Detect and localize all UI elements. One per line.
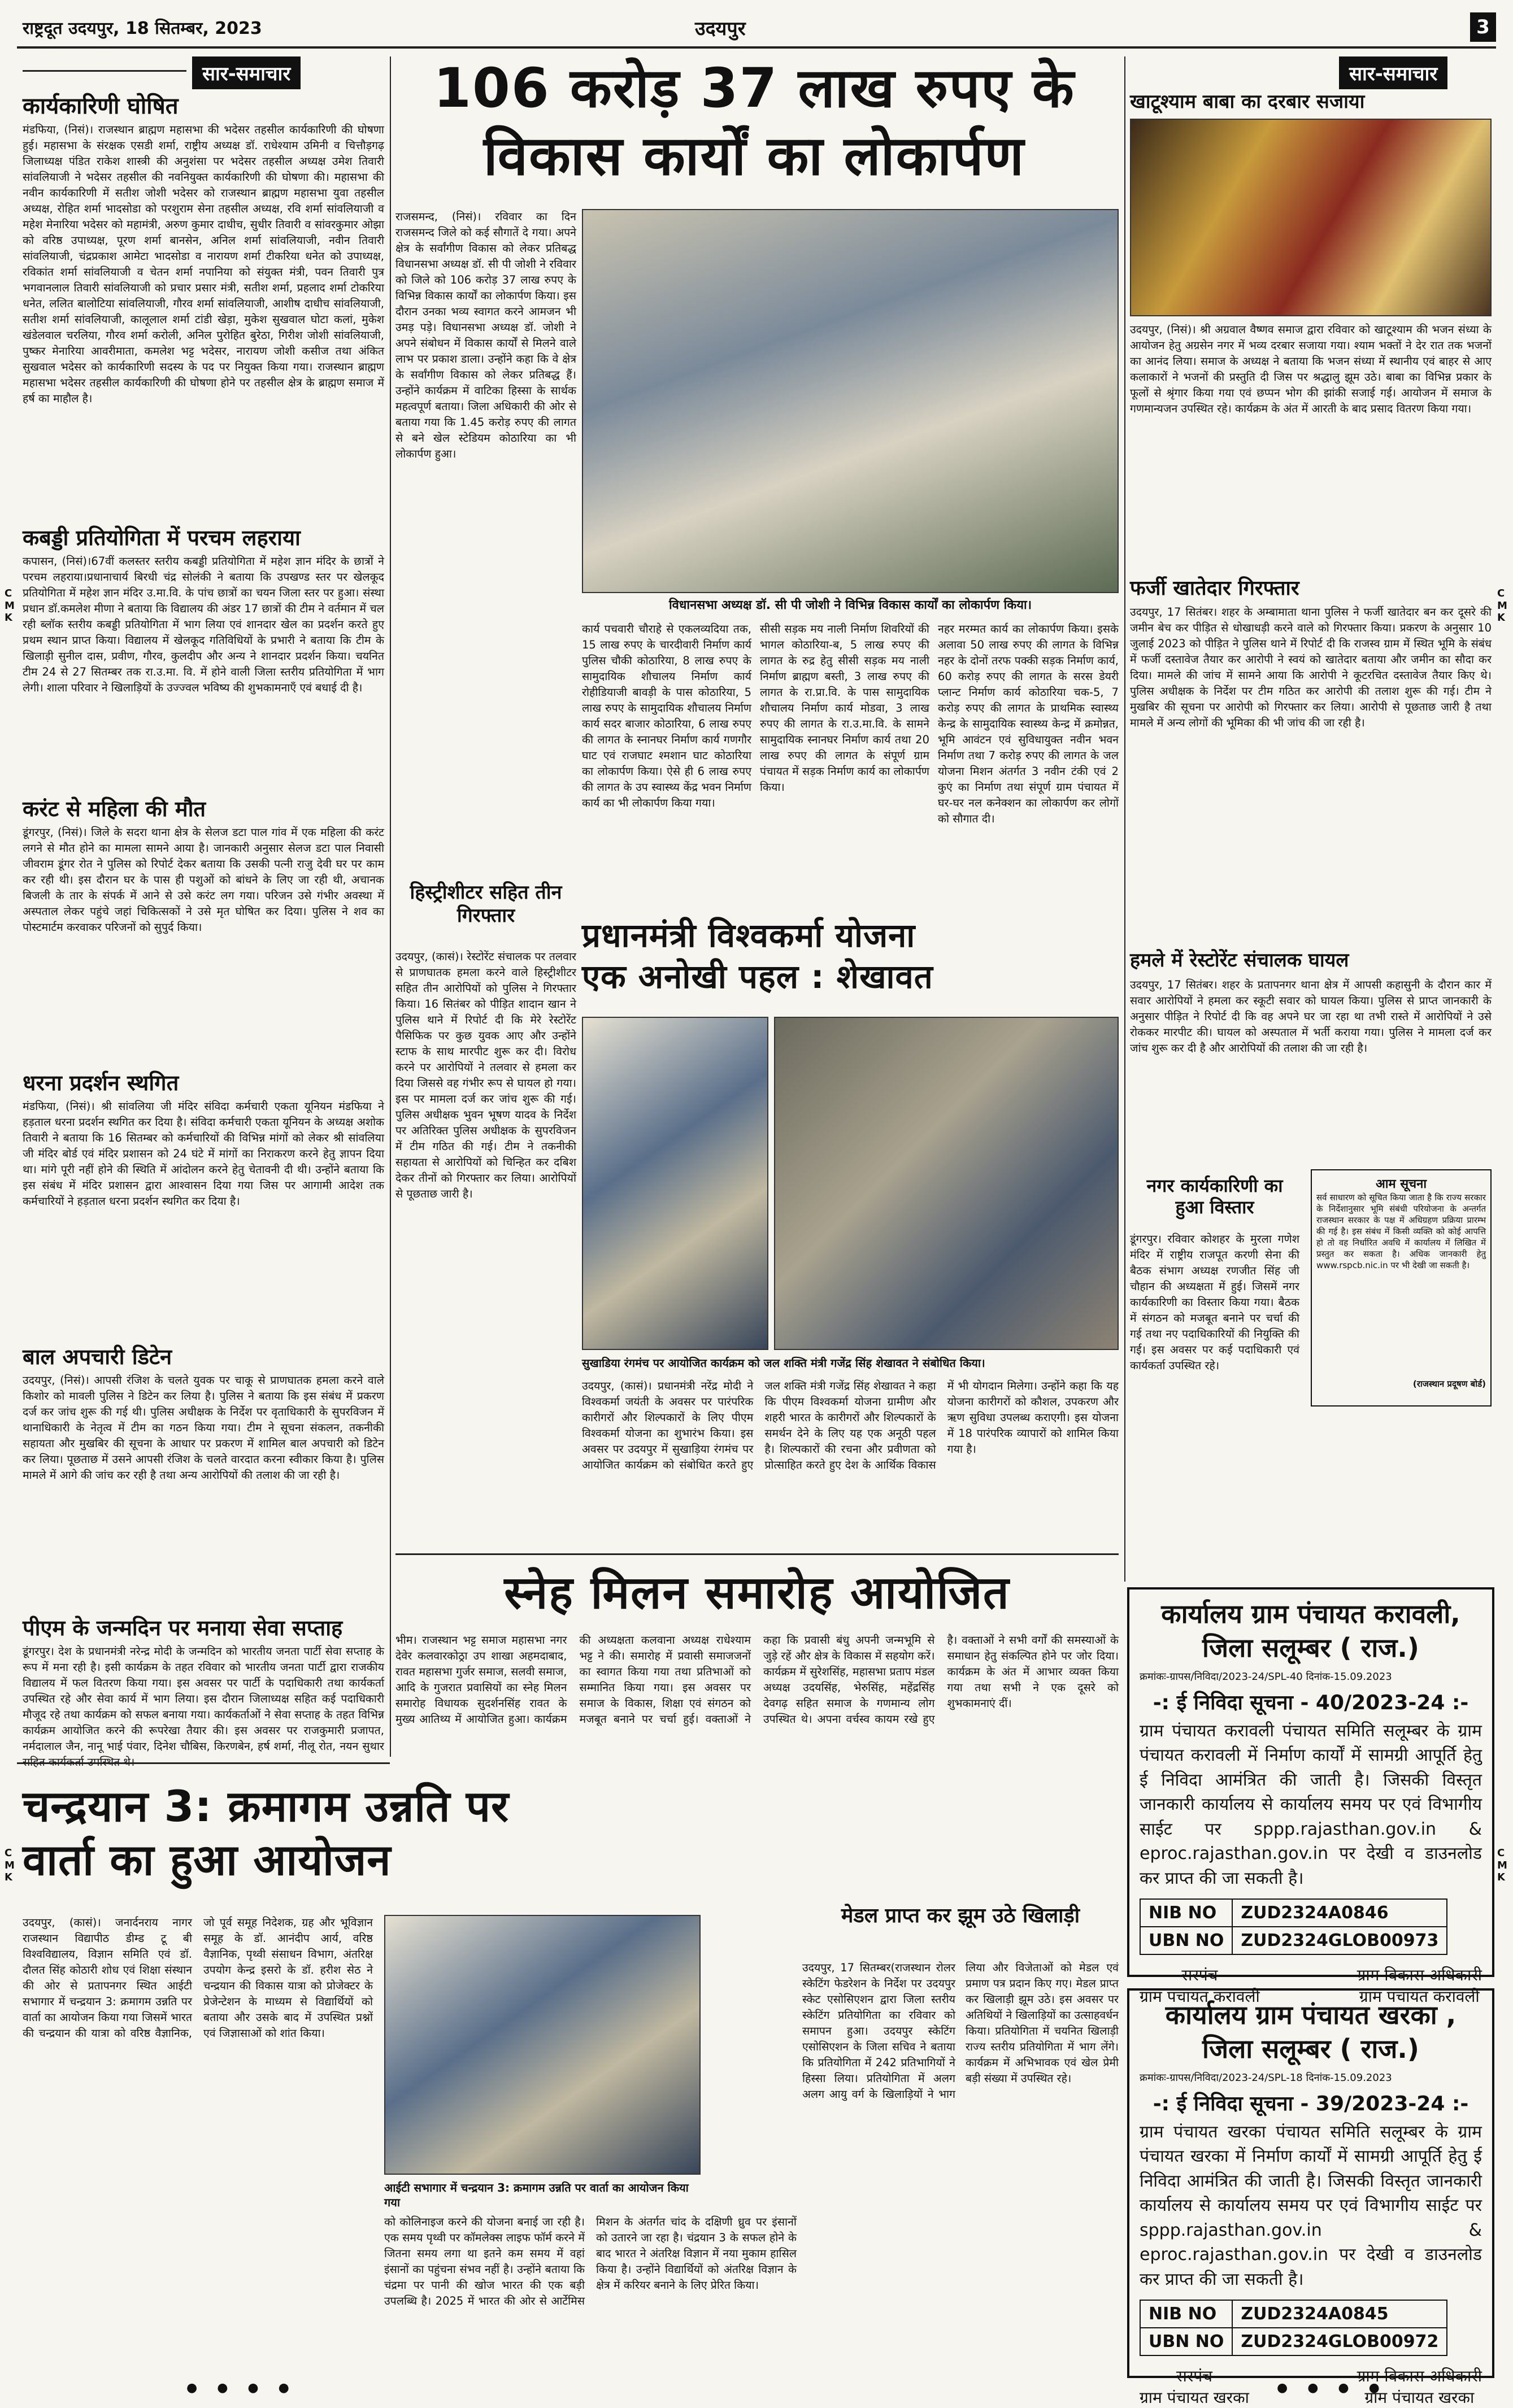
news-item (23, 1616, 384, 1757)
cmk-mark-bottom: C M K (5, 1847, 15, 1884)
vishwakarma-headline (582, 915, 1119, 997)
header-city: उदयपुर (695, 18, 746, 40)
sign-sarpanch: सरपंच (1176, 2367, 1212, 2386)
nib-value: ZUD2324A0845 (1232, 2300, 1447, 2328)
news-title: करंट से महिला की मौत (23, 796, 206, 821)
chandrayaan-headline-line1: चन्द्रयान 3: क्रमागम उन्नति पर (23, 1781, 510, 1831)
registration-dots-left: ● ● ● ● (186, 2381, 297, 2395)
nib-label: NIB NO (1140, 1899, 1232, 1927)
khatu-body: उदयपुर, (निसं)। श्री अग्रवाल वैष्णव समाज द्वारा रविवार को खाटूश्याम की भजन संध्या के आयोजन हेतु अग्रसेन नगर में भव्य दरबार सजाया गया। श्याम भक्तों ने देर रात तक भजनों का आनंद लिया। समाज के अध्यक्ष ने बताया कि भजन संध्या में स्थानीय एवं बाहर से आए कलाकारों ने भजनों की प्रस्तुति दी जिस पर श्रद्धालु झूम उठे। बाबा का विभिन्न प्रकार के फूलों से श्रृंगार किया गया एवं छप्पन भोग की झांकी सजाई गई। आयोजन में समाज के गणमान्यजन उपस्थित रहे। कार्यक्रम के अंत में आरती के बाद प्रसाद वितरण किया गया। (1130, 323, 1492, 415)
sign-sarpanch-place: ग्राम पंचायत करावली (1140, 1987, 1260, 2006)
tender-notice-kharka (1127, 1988, 1494, 2407)
tender-ref: क्रमांकः-ग्रापस/निविदा/2023-24/SPL-18 दिनांक-15.09.2023 (1140, 2071, 1392, 2084)
nib-label: NIB NO (1140, 2300, 1232, 2328)
ubn-value: ZUD2324GLOB00972 (1232, 2328, 1447, 2355)
notice-title: आम सूचना (1375, 1177, 1427, 1191)
sign-officer: ग्राम विकास अधिकारी (1357, 1966, 1482, 1985)
lead-intro: राजसमन्द, (निसं)। रविवार का दिन राजसमन्द जिले को कई सौगातें दे गया। अपने क्षेत्र के सर्वांगीण विकास को लेकर प्रतिबद्ध विधानसभा अध्यक्ष डॉ. सी पी जोशी ने रविवार को जिले को 106 करोड़ 37 लाख रुपए के विभिन्न विकास कार्यों का लोकार्पण किया। इस दौरान उनका भव्य स्वागत करने आमजन भी उमड़ पड़े। विधानसभा अध्यक्ष डॉ. जोशी ने अपने संबोधन में विकास कार्यों से मिलने वाले लाभ पर प्रकाश डाला। उन्होंने कहा कि वे क्षेत्र के सर्वांगीण विकास को लेकर प्रतिबद्ध हैं। उन्होंने कार्यक्रम में वाटिका हिस्सा के सार्थक महत्वपूर्ण बताया। जिला अधिकारी की ओर से बताया गया कि 1.45 करोड़ रुपए की लागत से बने खेल स्टेडियम कोठारिया का भी लोकार्पण हुआ। (395, 210, 577, 460)
tender-text: ग्राम पंचायत करावली पंचायत समिति सलूम्बर के ग्राम पंचायत करावली में निर्माण कार्यों में सामग्री आपूर्ति हेतु ई निविदा आमंत्रित की जाती है। जिसकी विस्तृत जानकारी कार्यालय से कार्यालय समय पर एवं विभागीय साईट पर sppp.rajasthan.gov.in & eproc.rajasthan.gov.in पर देखी व डाउनलोड कर प्राप्त की जा सकती है। (1140, 1721, 1482, 1888)
vishwakarma-body: उदयपुर, (कासं)। प्रधानमंत्री नरेंद्र मोदी ने विश्वकर्मा जयंती के अवसर पर पारंपरिक कारीगरों और शिल्पकारों के लिए पीएम विश्वकर्मा योजना का शुभारंभ किया। इस अवसर पर उदयपुर में सुखाड़िया रंगमंच पर आयोजित कार्यक्रम को संबोधित करते हुए जल शक्ति मंत्री गजेंद्र सिंह शेखावत ने कहा कि पीएम विश्वकर्मा योजना ग्रामीण और शहरी भारत के कारीगरों और शिल्पकारों के समर्थन देने के लिए यह एक अनूठी पहल है। शिल्पकारों की रचना और प्रवीणता को प्रोत्साहित करते हुए देश के आर्थिक विकास में भी योगदान मिलेगा। उन्होंने कहा कि यह योजना कारीगरों को कौशल, उपकरण और ऋण सुविधा उपलब्ध कराएगी। इस योजना में 18 पारंपरिक व्यापारों को शामिल किया गया है। (582, 1379, 1119, 1471)
cmk-mark-top-right: C M K (1497, 587, 1507, 624)
sneh-body: भीम। राजस्थान भट्ट समाज महासभा नगर देवेर कलवारकोठ्रा उप शाखा अहमदाबाद, रावत महासभा गुर्जर समाज, सलवी समाज, आदि के गुजरात प्रवासियों का स्नेह मिलन समारोह विधायक सुदर्शनसिंह रावत के मुख्य आतिथ्य में आयोजित हुआ। कार्यक्रम की अध्यक्षता कलवाना अध्यक्ष राधेश्याम भट्ट ने की। समारोह में प्रवासी समाजजनों का स्वागत किया गया तथा प्रतिभाओं को सम्मानित किया गया। इस अवसर पर समाज के विकास, शिक्षा एवं संगठन को मजबूत बनाने पर चर्चा हुई। वक्ताओं ने कहा कि प्रवासी बंधु अपनी जन्मभूमि से जुड़े रहें और क्षेत्र के विकास में सहयोग करें। कार्यक्रम में सुरेशसिंह, महासभा प्रताप मंडल अध्यक्ष उदयसिंह, भेरुसिंह, महेंद्रसिंह देवगढ़ सहित समाज के गणमान्य लोग उपस्थित थे। अपना वर्चस्व कायम रखे हुए है। वक्ताओं ने सभी वर्गों की समस्याओं के समाधान हेतु संकल्पित होने पर जोर दिया। कार्यक्रम के अंत में आभार व्यक्त किया गया तथा सभी ने एक दूसरे को शुभकामनाएं दीं। (395, 1634, 1119, 1726)
tender-notice-number: -: ई निविदा सूचना - 40/2023-24 :- (1153, 1691, 1469, 1714)
news-item (23, 796, 384, 1062)
tender-notice-number: -: ई निविदा सूचना - 39/2023-24 :- (1153, 2092, 1469, 2115)
lead-body-col: नहर मरम्मत कार्य का लोकार्पण किया। इसके अलावा 50 लाख रुपए की लागत के विभिन्न नहर के दोनों तरफ पक्की सड़क निर्माण कार्य, 60 करोड़ रुपए की लागत के सरस डेयरी प्लान्ट निर्माण कार्य कोठारिया चक-5, 7 करोड़ रुपए की लागत के प्राथमिक स्वास्थ्य केन्द्र के सामुदायिक स्वास्थ्य केन्द्र में क्रमोन्नत, भूमि आवंटन एवं सुविधायुक्त नवीन भवन निर्माण तथा 7 करोड़ रुपए की लागत के जल योजना मिशन अंतर्गत 3 नवीन टंकी एवं 2 कुएं का निर्माण तथा संपूर्ण ग्राम पंचायत में घर-घर नल कनेक्शन का लोकार्पण कर लोगों को सौगात दी। (938, 622, 1119, 825)
tag-rule (23, 70, 186, 72)
public-notice (1311, 1169, 1492, 1407)
tender-ids (1140, 1898, 1447, 1955)
news-item (23, 93, 384, 517)
ubn-label: UBN NO (1140, 1927, 1232, 1954)
ubn-label: UBN NO (1140, 2328, 1232, 2355)
right-column (1130, 56, 1492, 1582)
tender-title-line2: जिला सलूम्बर ( राज.) (1202, 1632, 1419, 1663)
news-title: कबड्डी प्रतियोगिता में परचम लहराया (23, 525, 301, 550)
tender-notice-karawali (1127, 1587, 1494, 2006)
section-tag: सार-समाचार (1339, 56, 1447, 89)
sneh-headline: स्नेह मिलन समारोह आयोजित (504, 1566, 1010, 1619)
column-divider (1124, 56, 1125, 1582)
news-body: कपासन, (निसं)।67वीं कलस्तर स्तरीय कबड्डी प्रतियोगिता में महेश ज्ञान मंदिर के छात्रों ने परचम लहराया।प्रधानाचार्य बिरधी चंद्र सोलंकी ने बताया कि उपखण्ड स्तर पर खेलकूद प्रतियोगिता में महेश ज्ञान मंदिर उ.मा.वि. के पांच छात्रों का चयन जिला स्तर पर हुआ। संस्था प्रधान डॉ.कमलेश मीणा ने बताया कि विद्यालय की अंडर 17 छात्रों की टीम ने वर्तमान में चल रही ब्लॉक स्तरीय कबड्डी प्रतियोगिता में भाग लिया एवं शानदार खेल का प्रदर्शन करते हुए प्रथम स्थान प्राप्त किया। विद्यालय में खेलकूद गतिविधियों के प्रभारी ने बताया कि टीम के खिलाड़ी सुनील दास, प्रवीण, गौरव, कुलदीप और अन्य ने शानदार प्रदर्शन किया। चयनित टीम 24 से 27 सितम्बर तक रा.उ.मा. वि. में होने वाली जिला स्तरीय प्रतियोगिता में भाग लेगी। शाला परिवार ने खिलाड़ियों के उज्ज्वल भविष्य की शुभकामनाएँ एवं बधाई दी है। (23, 554, 384, 694)
sign-officer-place: ग्राम पंचायत करावली (1359, 1987, 1480, 2006)
fake-body: उदयपुर, 17 सितंबर। शहर के अम्बामाता थाना पुलिस ने फर्जी खातेदार बन कर दूसरे की जमीन बेच कर पीड़ित से धोखाधड़ी करने वाले को गिरफ्तार किया। प्रकरण के अनुसार 10 जुलाई 2023 को पीड़ित ने पुलिस थाने में रिपोर्ट दी कि राजस्व ग्राम में स्थित भूमि के संबंध में फर्जी दस्तावेज तैयार कर आरोपी ने स्वयं को खातेदार बताया और जमीन का सौदा कर दिया। मामले की जांच में सामने आया कि आरोपी ने कूटरचित दस्तावेज तैयार किए थे। पुलिस अधीक्षक के निर्देश पर टीम गठित कर आरोपी की तलाश शुरू की गई। टीम ने मुखबिर की सूचना पर आरोपी को गिरफ्तार कर लिया। आरोपी से पूछताछ जारी है तथा मामले में अन्य लोगों की भूमिका की भी जांच की जा रही है। (1130, 606, 1492, 729)
vishwakarma-headline-line2: एक अनोखी पहल : शेखावत (582, 957, 933, 996)
header-rule (17, 46, 1496, 49)
khatu-title: खाटूश्याम बाबा का दरबार सजाया (1130, 90, 1365, 113)
sign-sarpanch: सरपंच (1181, 1966, 1218, 1985)
chandrayaan-headline-line2: वार्ता का हुआ आयोजन (23, 1835, 392, 1885)
chandrayaan-body-1: उदयपुर, (कासं)। जनार्दनराय नागर राजस्थान विद्यापीठ डीम्ड टू बी विश्वविद्यालय, विज्ञान समिति एवं डॉ. दौलत सिंह कोठारी शोध एवं शिक्षा संस्थान की ओर से प्रतापनगर स्थित आईटी सभागार में चन्द्रयान 3: क्रमागम उन्नति पर वार्ता का आयोजन किया गया जिसमें भारत की चन्द्रयान की यात्रा को वरिष्ठ वैज्ञानिक, जो पूर्व समूह निदेशक, ग्रह और भूविज्ञान समूह के डॉ. आनंदीप आर्य, वरिष्ठ वैज्ञानिक, पृथ्वी संसाधन विभाग, अंतरिक्ष उपयोग केन्द्र इसरो के डॉ. हरीश सेठ ने चन्द्रयान की विकास यात्रा को प्रोजेक्टर के प्रेजेन्टेशन के माध्यम से विद्यार्थियों को बताया और उसके बाद में उपस्थित प्रश्नों एवं जिज्ञासाओं को शांत किया। (23, 1916, 373, 2040)
news-item (23, 525, 384, 788)
news-body: मंडफिया, (निसं)। राजस्थान ब्राह्मण महासभा की भदेसर तहसील कार्यकारिणी की घोषणा हुई। महासभा के संरक्षक एसडी शर्मा, राष्ट्रीय अध्यक्ष डॉ. राधेश्याम उमिनी व चित्तौड़गढ़ जिलाध्यक्ष पंडित राकेश शास्त्री की अनुशंसा पर भदेसर तहसील अध्यक्ष उमेश तिवारी सांवलियाजी ने भदेसर तहसील की नवनियुक्त कार्यकारिणी की घोषणा की। महासभा की नवीन कार्यकारिणी में सतीश जोशी भदेसर को राजस्थान ब्राह्मण महासभा युवा तहसील अध्यक्ष, रोहित शर्मा भादसोडा को परशुराम सेना तहसील अध्यक्ष, रवि शर्मा सांवलियाजी व महेश मेनारिया भदेसर को महामंत्री, अरुण कुमार दाधीच, सुधीर तिवारी व सांवरकुमार ओझा को वरिष्ठ उपाध्यक्ष, पूरण शर्मा बानसेन, अनिल शर्मा सांवलियाजी, नवीन तिवारी सांवलियाजी, चंद्रप्रकाश आमेटा भादसोडा व नारायण शर्मा टीकरिया धनेत को उपाध्यक्ष, रविकांत शर्मा सांवलियाजी व चेतन शर्मा नपानिया को संयुक्त मंत्री, पवन तिवारी पुत्र भगवानलाल तिवारी सांवलियाजी को प्रचार प्रसार मंत्री, सतीश शर्मा, प्रहलाद शर्मा टोकरिया धनेत, ललित बालोटिया सांवलियाजी, गौरव शर्मा सांवलियाजी, आशीष दाधीच सांवलियाजी, सतीश शर्मा सांवलियाजी, कालूलाल शर्मा टांडी खेड़ा, मुकेश सुखवाल घोटा कलां, मुकेश खंडेलवाल चरलिया, गौरव शर्मा करोली, अनिल पुरोहित बुरेठा, गिरीश जोशी सांवलियाजी, पुष्कर मेनारिया आवरीमाता, कमलेश भट्ट भदेसर, नारायण जोशी कसीज तथा अंकित सुखवाल भदेसर को कार्यकारिणी सदस्य के पद पर नियुक्त किया गया। राजस्थान ब्राह्मण महासभा भदेसर तहसील कार्यकारिणी की घोषणा होने पर तहसील क्षेत्र के ब्राह्मण समाज में हर्ष का माहौल है। (23, 123, 384, 405)
hamla-body: उदयपुर, 17 सितंबर। शहर के प्रतापनगर थाना क्षेत्र में आपसी कहासुनी के दौरान कार में सवार आरोपियों ने हमला कर स्कूटी सवार को घायल किया। पुलिस से प्राप्त जानकारी के अनुसार पीड़ित ने रिपोर्ट दी कि वह अपने घर जा रहा था तभी रास्ते में आरोपियों ने उसे रोककर मारपीट की। घायल को अस्पताल में भर्ती कराया गया। पुलिस ने मामला दर्ज कर जांच शुरू कर दी है और आरोपियों की तलाश की जा रही है। (1130, 978, 1492, 1055)
section-tag: सार-समाचार (192, 56, 301, 89)
vishwakarma-photo-right (774, 1017, 1119, 1350)
tender-title-line1: कार्यालय ग्राम पंचायत करावली, (1161, 1599, 1460, 1629)
section-rule (17, 1762, 390, 1764)
lead-body-col: सीसी सड़क मय नाली निर्माण शिवरियों की भागल कोठारिया-ब, 5 लाख रुपए की लागत के रुद्र हेतु सीसी सड़क मय नाली निर्माण ब्राह्मण बस्ती, 3 लाख रुपए की लागत के रा.प्रा.वि. के पास सामुदायिक शौचालय निर्माण कार्य मोडवा, 3 लाख रुपए की लागत के रा.उ.मा.वि. के सामने सामुदायिक स्नानघर निर्माण कार्य तथा 20 लाख रुपए की लागत के संपूर्ण ग्राम पंचायत में सड़क निर्माण कार्य का लोकार्पण किया। (760, 622, 929, 794)
tender-title-line2: जिला सलूम्बर ( राज.) (1202, 2033, 1419, 2064)
chandrayaan-body-2: को कोलिनाइज करने की योजना बनाई जा रही है। एक समय पृथ्वी पर कॉमलेक्स लाइफ फॉर्म करने में जितना समय लगा था इतने कम समय में वहां इंसानों का पहुंचना संभव नहीं है। उन्होंने बताया कि चंद्रमा पर पानी की खोज भारत की एक बड़ी उपलब्धि है। 2025 में भारत की ओर से आर्टेमिस मिशन के अंतर्गत चांद के दक्षिणी ध्रुव पर इंसानों को उतारने जा रहा है। चंद्रयान 3 के सफल होने के बाद भारत ने अंतरिक्ष विज्ञान में नया मुकाम हासिल किया है। उन्होंने विद्यार्थियों को अंतरिक्ष विज्ञान के क्षेत्र में करियर बनाने के लिए प्रेरित किया। (384, 2215, 797, 2307)
column-divider (390, 56, 391, 1757)
notice-sign: (राजस्थान प्रदूषण बोर्ड) (1412, 1379, 1486, 1389)
ubn-value: ZUD2324GLOB00973 (1232, 1927, 1447, 1954)
vishwakarma-photo-left (582, 1017, 768, 1350)
nagar-title: नगर कार्यकारिणी का हुआ विस्तार (1146, 1175, 1283, 1218)
tender-title-line1: कार्यालय ग्राम पंचायत खरका , (1165, 2000, 1457, 2030)
vishwakarma-headline-line1: प्रधानमंत्री विश्वकर्मा योजना (582, 916, 916, 955)
sign-sarpanch-place: ग्राम पंचायत खरका (1140, 2388, 1249, 2407)
tender-ids (1140, 2300, 1447, 2356)
tender-text: ग्राम पंचायत खरका पंचायत समिति सलूम्बर के ग्राम पंचायत खरका में निर्माण कार्यों में सामग्री आपूर्ति हेतु ई निविदा आमंत्रित की जाती है। जिसकी विस्तृत जानकारी कार्यालय से कार्यालय समय पर एवं विभागीय साईट पर sppp.rajasthan.gov.in & eproc.rajasthan.gov.in पर देखी व डाउनलोड कर प्राप्त की जा सकती है। (1140, 2122, 1482, 2289)
sign-officer-place: ग्राम पंचायत खरका (1364, 2388, 1475, 2407)
nagar-body: डूंगरपुर। रविवार कोशहर के मुरला गणेश मंदिर में राष्ट्रीय राजपूत करणी सेना की बैठक संभाग अध्यक्ष रणजीत सिंह जी चौहान की अध्यक्षता में हुई। जिसमें नगर कार्यकारिणी का विस्तार किया गया। बैठक में संगठन को मजबूत बनाने पर चर्चा की गई तथा नए पदाधिकारियों की नियुक्ति की गई। इस अवसर पर कई पदाधिकारी एवं कार्यकर्ता उपस्थित रहे। (1130, 1233, 1299, 1372)
news-item (23, 1344, 384, 1610)
chandrayaan-caption: आईटी सभागार में चन्द्रयान 3: क्रमागम उन्नति पर वार्ता का आयोजन किया गया (384, 2181, 689, 2209)
medal-body: उदयपुर, 17 सितम्बर(राजस्थान रोलर स्केटिंग फेडरेशन के निर्देश पर उदयपुर स्केट एसोसिएशन द्वारा जिला स्तरीय स्केटिंग प्रतियोगिता का रविवार को समापन हुआ। उदयपुर स्केटिंग एसोसिएशन के जिला सचिव ने बताया कि प्रतियोगिता में 242 प्रतिभागियों ने हिस्सा लिया। प्रतियोगिता में अलग अलग आयु वर्ग के खिलाड़ियों ने भाग लिया और विजेताओं को मेडल एवं प्रमाण पत्र प्रदान किए गए। मेडल प्राप्त कर खिलाड़ी झूम उठे। इस अवसर पर अतिथियों ने खिलाड़ियों का उत्साहवर्धन किया। प्रतियोगिता में चयनित खिलाड़ी राज्य स्तरीय प्रतियोगिता में भाग लेंगे। कार्यक्रम में अभिभावक एवं खेल प्रेमी बड़ी संख्या में उपस्थित रहे। (802, 1961, 1119, 2101)
news-body: उदयपुर, (निसं)। आपसी रंजिश के चलते युवक पर चाकू से प्राणघातक हमला करने वाले किशोर को मावली पुलिस ने डिटेन कर लिया है। पुलिस ने बताया कि इस संबंध में प्रकरण दर्ज कर जांच शुरू की गई थी। पुलिस अधीक्षक के निर्देश पर वृताधिकारी के सुपरविजन में थानाधिकारी के नेतृत्व में टीम का गठन किया गया। टीम ने सूचना संकलन, तकनीकी सहायता और मुखबिर की सूचना के आधार पर प्रकरण में शामिल बाल अपचारी को डिटेन कर लिया। पूछताछ में उसने आपसी रंजिश के चलते वारदात करना स्वीकार किया है। पुलिस मामले में आगे की जांच कर रही है तथा अन्य आरोपियों की तलाश की जा रही है। (23, 1373, 384, 1482)
news-title: बाल अपचारी डिटेन (23, 1344, 172, 1369)
historysheeter-title: हिस्ट्रीशीटर सहित तीन गिरफ्तार (410, 881, 562, 927)
lead-body-col: कार्य पचवारी चौराहे से एकलव्यदिया तक, 15 लाख रुपए के चारदीवारी निर्माण कार्य पुलिस चौकी कोठारिया, 8 लाख रुपए के सामुदायिक शौचालय निर्माण कार्य रोहीडियाजी बावड़ी के पास कोठारिया, 5 लाख रुपए के सामुदायिक शौचालय निर्माण कार्य सदर बाजार कोठारिया, 6 लाख रुपए की लागत के स्नानघर निर्माण कार्य गणगौर घाट एवं राजघाट श्मशान घाट कोठारिया का लोकार्पण किया। ऐसे ही 6 लाख रुपए की लागत के उप स्वास्थ्य केंद्र भवन निर्माण कार्य का भी लोकार्पण किया गया। (582, 622, 751, 809)
notice-body: सर्व साधारण को सूचित किया जाता है कि राज्य सरकार के निर्देशानुसार भूमि संबंधी परियोजना के अन्तर्गत राजस्थान सरकार के पक्ष में अधिग्रहण प्रक्रिया प्रारम्भ की गई है। इस संबंध में किसी व्यक्ति को कोई आपत्ति हो तो वह निर्धारित अवधि में कार्यालय में लिखित में प्रस्तुत कर सकता है। अधिक जानकारी हेतु www.rspcb.nic.in पर भी देखी जा सकती है। (1316, 1192, 1486, 1270)
fake-title: फर्जी खातेदार गिरफ्तार (1130, 577, 1299, 600)
lead-photo (582, 209, 1119, 593)
news-title: कार्यकारिणी घोषित (23, 93, 179, 119)
chandrayaan-photo (384, 1915, 701, 2175)
lead-headline: 106 करोड़ 37 लाख रुपए के विकास कार्यों का लोकार्पण (433, 56, 1075, 188)
historysheeter-body: उदयपुर, (कासं)। रेस्टोरेंट संचालक पर तलवार से प्राणघातक हमला करने वाले हिस्ट्रीशीटर सहित तीन आरोपियों को पुलिस ने गिरफ्तार किया। 16 सितंबर को पीड़ित शादान खान ने पुलिस थाने में रिपोर्ट दी कि मेरे रेस्टोरेंट पैसिफिक पर कुछ युवक आए और उन्होंने स्टाफ के साथ मारपीट शुरू कर दी। विरोध करने पर आरोपियों ने तलवार से हमला कर दिया जिससे वह गंभीर रूप से घायल हो गया। इस पर मामला दर्ज कर जांच शुरू की गई। पुलिस अधीक्षक भुवन भूषण यादव के निर्देश पर अतिरिक्त पुलिस अधीक्षक के सुपरविजन में टीम गठित की गई। टीम ने तकनीकी सहायता से आरोपियों को चिन्हित कर दबिश देकर तीनों को गिरफ्तार कर लिया। आरोपियों से पूछताछ जारी है। (395, 950, 576, 1200)
news-body: डूंगरपुर, (निसं)। जिले के सदरा थाना क्षेत्र के सेलज डटा पाल गांव में एक महिला की करंट लगने से मौत होने का मामला सामने आया है। जानकारी अनुसार सेलज डटा पाल निवासी जीवराम डूंगर रोत ने पुलिस को रिपोर्ट देकर बताया कि उसकी पत्नी राजु देवी घर पर काम कर रही थी। इस दौरान घर के पास ही पशुओं को बांधने के लिए जा रही थी, अचानक बिजली के तार के संपर्क में आने से उसे करंट लग गया। परिजन उसे गंभीर अवस्था में अस्पताल लेकर पहुंचे जहां चिकित्सकों ने उसे मृत घोषित कर दिया। पुलिस ने शव का पोस्टमार्टम करवाकर परिजनों को सुपुर्द किया। (23, 825, 384, 934)
section-rule (395, 1553, 1119, 1555)
chandrayaan-headline (23, 1779, 791, 1887)
lead-photo-caption: विधानसभा अध्यक्ष डॉ. सी पी जोशी ने विभिन्न विकास कार्यों का लोकार्पण किया। (668, 598, 1032, 612)
page-number: 3 (1470, 12, 1496, 42)
cmk-mark-top: C M K (5, 587, 15, 624)
nib-value: ZUD2324A0846 (1232, 1899, 1447, 1927)
news-body: डूंगरपुर। देश के प्रधानमंत्री नरेन्द्र मोदी के जन्मदिन को भारतीय जनता पार्टी सेवा सप्ताह के रूप में मना रही है। इसी कार्यक्रम के तहत रविवार को भारतीय जनता पार्टी द्वारा राजकीय विद्यालय में फल वितरण किया गया। इस अवसर पर पार्टी के पदाधिकारी तथा कार्यकर्ता उपस्थित रहे और सेवा कार्य में भाग लिया। इस दौरान जिलाध्यक्ष सहित कई पदाधिकारी मौजूद रहे तथा कार्यक्रम को सफल बनाया गया। कार्यकर्ताओं ने सेवा सप्ताह के तहत विभिन्न कार्यक्रम आयोजित करने की रूपरेखा तैयार की। इस अवसर पर राजकुमारी प्रजापत, नर्मदालाल जैन, नानू भाई पंवार, दिनेश चौबिस, किरणबेन, हर्ष शर्मा, नीलू रोत, नयन सुथार (23, 1644, 384, 1753)
vishwakarma-caption: सुखाडिया रंगमंच पर आयोजित कार्यक्रम को जल शक्ति मंत्री गजेंद्र सिंह शेखावत ने संबोधित किया। (582, 1356, 985, 1370)
left-column (23, 56, 384, 1757)
header-date: राष्ट्रदूत उदयपुर, 18 सितम्बर, 2023 (23, 19, 262, 38)
sign-officer: ग्राम विकास अधिकारी (1357, 2367, 1482, 2386)
news-title: पीएम के जन्मदिन पर मनाया सेवा सप्ताह (23, 1616, 343, 1640)
cmk-mark-bottom-right: C M K (1497, 1847, 1507, 1884)
hamla-title: हमले में रेस्टोरेंट संचालक घायल (1130, 949, 1349, 972)
tender-ref: क्रमांकः-ग्रापस/निविदा/2023-24/SPL-40 दिनांक-15.09.2023 (1140, 1670, 1392, 1683)
news-title: धरना प्रदर्शन स्थगित (23, 1070, 179, 1095)
medal-title: मेडल प्राप्त कर झूम उठे खिलाड़ी (841, 1904, 1080, 1927)
registration-dots-right: ● ● ● ● (1277, 2381, 1388, 2395)
news-body: मंडफिया, (निसं)। श्री सांवलिया जी मंदिर संविदा कर्मचारी एकता यूनियन मंडफिया ने हड़ताल धरना प्रदर्शन स्थगित कर दिया है। संविदा कर्मचारी एकता यूनियन के अध्यक्ष अशोक तिवारी ने बताया कि 16 सितम्बर को कर्मचारियों की विभिन्न मांगों को लेकर श्री सांवलिया जी मंदिर बोर्ड एवं मंदिर प्रशासन को 24 घंटे में मांगों का निराकरण करने हेतु ज्ञापन दिया था। मांगे पूरी नहीं होने की स्थिति में आंदोलन करने हेतु चेतावनी दी थी। उन्होंने बताया कि इस संबंध में मंदिर प्रशासन द्वारा आश्वासन दिया गया जिस पर आगामी आदेश तक कर्मचारियों ने हड़ताल धरना प्रदर्शन स्थगित कर दिया है। (23, 1099, 384, 1208)
news-item (23, 1070, 384, 1336)
khatu-photo (1130, 119, 1492, 316)
